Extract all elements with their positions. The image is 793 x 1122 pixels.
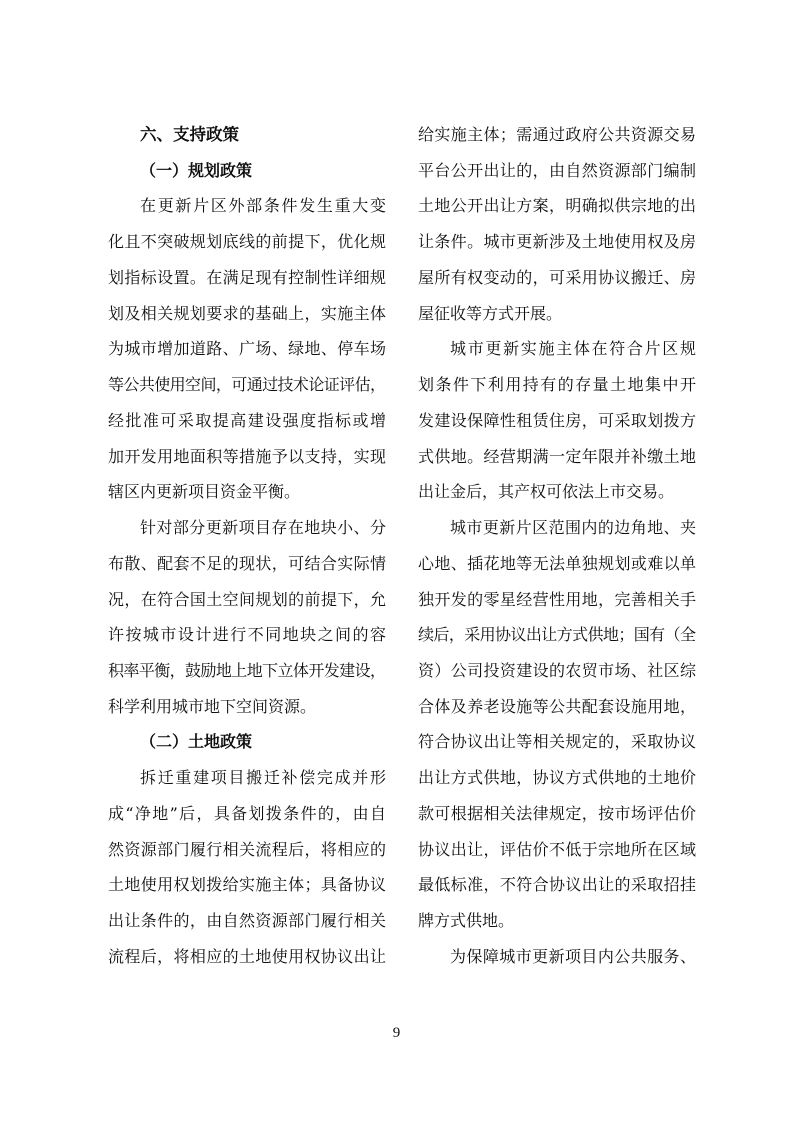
paragraph <box>418 117 696 331</box>
paragraph-line: 加开发用地面积等措施予以支持，实现 <box>108 446 387 466</box>
paragraph-line: 科学利用城市地下空间资源。 <box>108 696 317 716</box>
paragraph <box>108 188 386 510</box>
paragraph-line: 出让金后，其产权可依法上市交易。 <box>418 482 675 502</box>
paragraph-line: 出让方式供地，协议方式供地的土地价 <box>418 768 697 788</box>
paragraph-line: 况，在符合国土空间规划的前提下，允 <box>108 589 387 609</box>
paragraph-line: 式供地。经营期满一定年限并补缴土地 <box>418 446 697 466</box>
paragraph <box>108 510 386 724</box>
paragraph-line: 合体及养老设施等公共配套设施用地， <box>418 696 697 716</box>
paragraph-line: 心地、插花地等无法单独规划或难以单 <box>418 553 697 573</box>
left-column <box>108 117 386 975</box>
paragraph-line: 出让条件的，由自然资源部门履行相关 <box>108 911 387 931</box>
paragraph-line: 然资源部门履行相关流程后，将相应的 <box>108 839 387 859</box>
paragraph-line: 给实施主体；需通过政府公共资源交易 <box>418 125 697 144</box>
paragraph-line: 划条件下利用持有的存量土地集中开 <box>418 375 698 395</box>
paragraph-line: 拆迁重建项目搬迁补偿完成并形 <box>140 768 388 788</box>
paragraph-line: 最低标准，不符合协议出让的采取招挂 <box>418 875 697 895</box>
paragraph-line: 成“净地”后，具备划拨条件的，由自 <box>108 803 388 823</box>
paragraph-line: 款可根据相关法律规定，按市场评估价 <box>418 803 697 823</box>
paragraph-line: 辖区内更新项目资金平衡。 <box>108 482 301 502</box>
paragraph-line: 城市更新片区范围内的边角地、夹 <box>450 518 697 538</box>
section-heading: 六、支持政策 <box>140 125 239 144</box>
paragraph-line: 流程后，将相应的土地使用权协议出让 <box>108 946 387 966</box>
paragraph-line: 屋征收等方式开展。 <box>418 303 563 323</box>
paragraph-line: 牌方式供地。 <box>418 911 515 931</box>
paragraph <box>418 331 696 510</box>
paragraph-line: 发建设保障性租赁住房，可采取划拨方 <box>418 410 697 430</box>
paragraph-line: 化且不突破规划底线的前提下，优化规 <box>108 232 387 252</box>
paragraph-line: 积率平衡，鼓励地上地下立体开发建设， <box>108 661 386 681</box>
page-number: 9 <box>392 1025 401 1041</box>
paragraph-line: 等公共使用空间，可通过技术论证评估， <box>108 375 386 395</box>
paragraph-line: 土地使用权划拨给实施主体；具备协议 <box>108 875 387 895</box>
paragraph-line: 协议出让，评估价不低于宗地所在区域 <box>418 839 697 859</box>
subsection-heading: （一）规划政策 <box>140 160 253 180</box>
paragraph-line: 为城市增加道路、广场、绿地、停车场 <box>108 339 387 359</box>
paragraph-line: 城市更新实施主体在符合片区规 <box>450 339 698 359</box>
paragraph-line: 符合协议出让等相关规定的，采取协议 <box>418 732 697 752</box>
paragraph <box>108 760 386 974</box>
paragraph-line: 续后，采用协议出让方式供地；国有（全 <box>418 625 696 645</box>
subsection-heading: （二）土地政策 <box>140 732 253 752</box>
paragraph-line: 屋所有权变动的，可采用协议搬迁、房 <box>418 267 697 287</box>
paragraph-line: 经批准可采取提高建设强度指标或增 <box>108 410 388 430</box>
paragraph <box>418 939 696 975</box>
paragraph-line: 划及相关规划要求的基础上，实施主体 <box>108 303 387 323</box>
paragraph-line: 许按城市设计进行不同地块之间的容 <box>108 625 388 645</box>
paragraph-line: 针对部分更新项目存在地块小、分 <box>140 518 387 538</box>
paragraph-line: 为保障城市更新项目内公共服务、 <box>450 946 697 966</box>
right-column <box>418 117 696 975</box>
paragraph-line: 划指标设置。在满足现有控制性详细规 <box>108 267 387 287</box>
paragraph-line: 独开发的零星经营性用地，完善相关手 <box>418 589 697 609</box>
paragraph-line: 在更新片区外部条件发生重大变 <box>140 196 388 216</box>
paragraph-line: 土地公开出让方案，明确拟供宗地的出 <box>418 196 697 216</box>
paragraph-line: 让条件。城市更新涉及土地使用权及房 <box>418 232 697 252</box>
paragraph <box>418 510 696 939</box>
paragraph-line: 资）公司投资建设的农贸市场、社区综 <box>418 661 697 681</box>
paragraph-line: 平台公开出让的，由自然资源部门编制 <box>418 160 697 180</box>
paragraph-line: 布散、配套不足的现状，可结合实际情 <box>108 553 387 573</box>
